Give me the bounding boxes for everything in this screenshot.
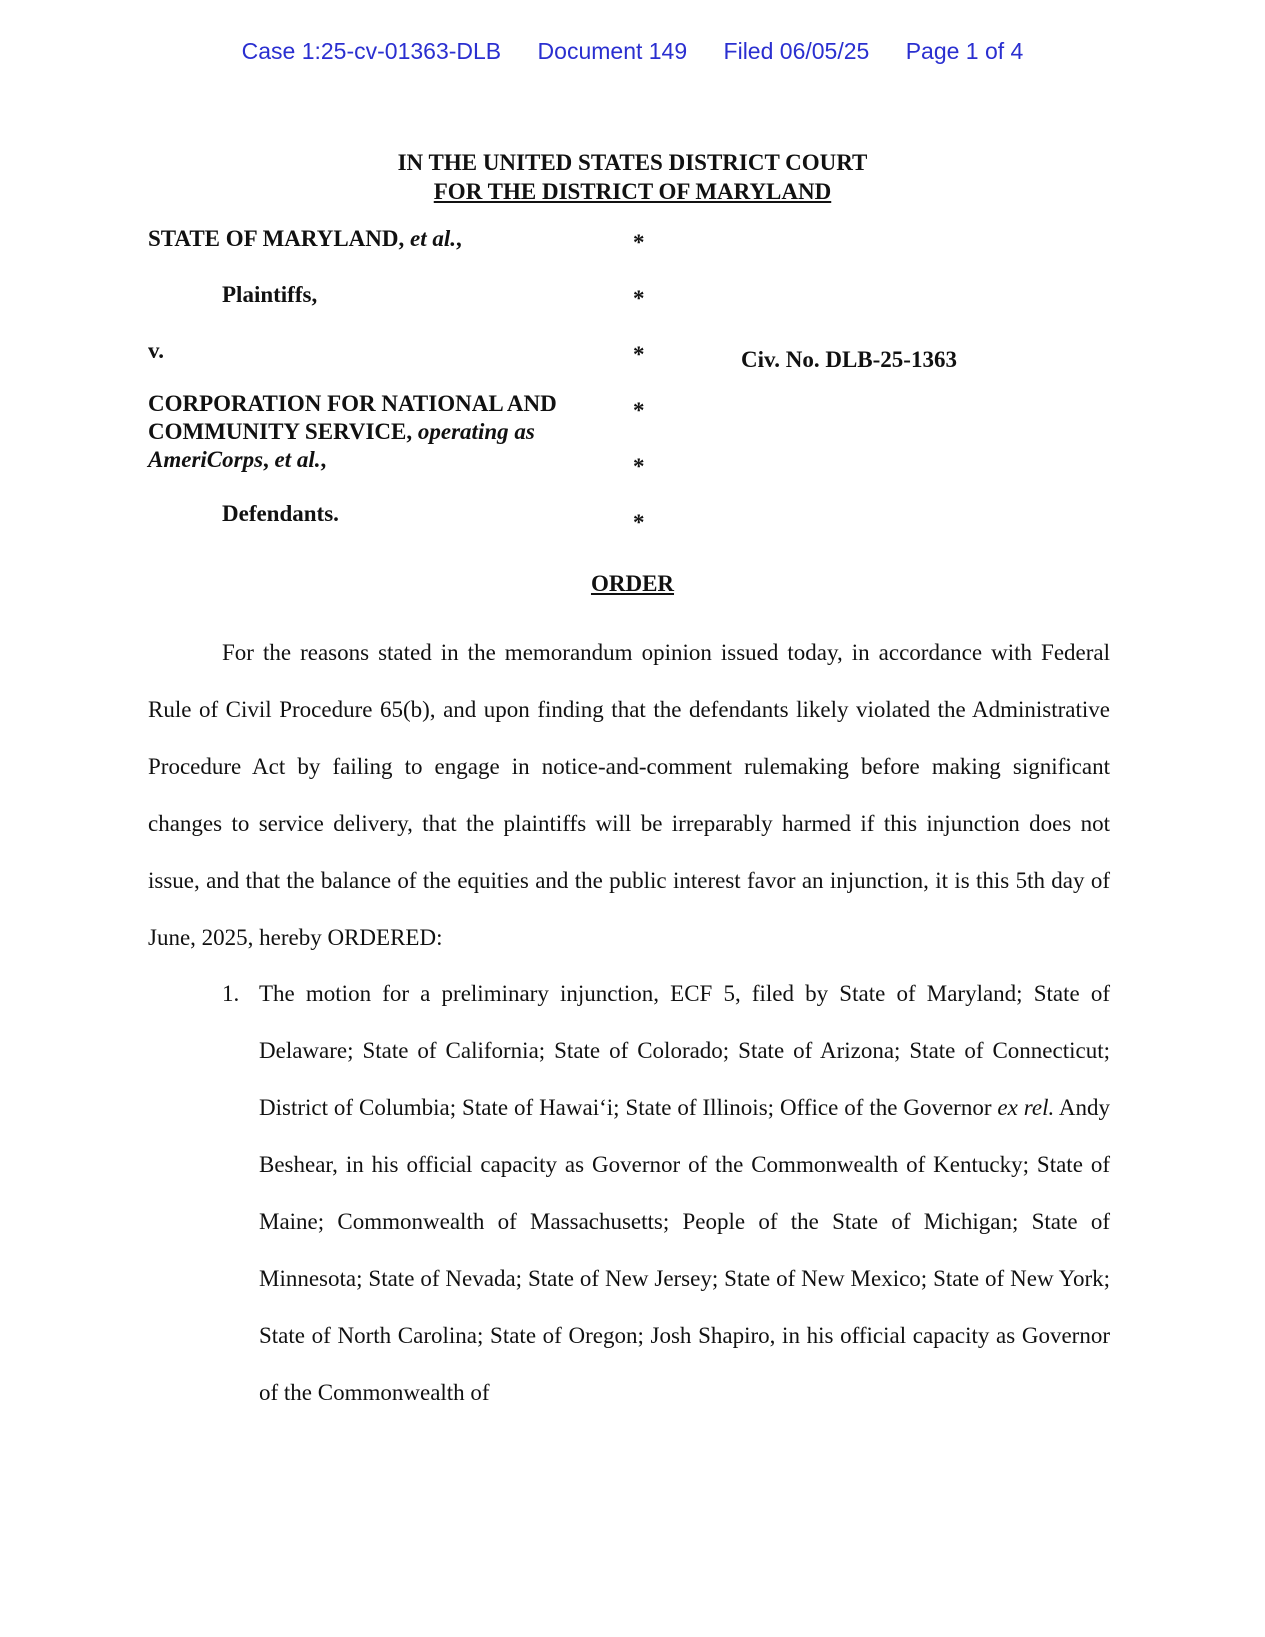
ecf-header: [0, 38, 1265, 65]
defendant-line-3: [148, 446, 557, 474]
list-item-text-b: Andy Beshear, in his official capacity as Governor of the Commonwealth of Kentucky; State of Maine; Commonwealth of Massachusetts; People of the State of Michigan; State of Minnesota; State of Nevada; State of New Jersey; State of New Mexico; State of New York; State of North Carolina; State of Oregon; Josh Shapiro, in his official capacity as Governor of the Commonwealth of: [259, 1095, 1110, 1405]
page-indicator: Page 1 of 4: [905, 38, 1024, 64]
plaintiff-etal: et al.: [410, 226, 456, 251]
case-number: Case 1:25-cv-01363-DLB: [241, 38, 502, 64]
order-body: [148, 624, 1110, 966]
defendants-label: Defendants.: [222, 501, 339, 526]
caption-star: *: [633, 342, 645, 367]
list-item-ex-rel: ex rel.: [997, 1095, 1055, 1120]
versus-label: v.: [148, 338, 164, 363]
defendant-comma-2: ,: [320, 447, 327, 472]
defendant-etal: et al.: [274, 447, 321, 472]
defendant-party: [148, 390, 557, 474]
plaintiff-name: STATE OF MARYLAND,: [148, 226, 405, 251]
caption-star: *: [633, 510, 645, 535]
court-name: IN THE UNITED STATES DISTRICT COURT: [397, 150, 868, 175]
order-title: ORDER: [590, 571, 675, 596]
defendant-line-1: CORPORATION FOR NATIONAL AND: [148, 391, 557, 416]
order-list: [222, 965, 1110, 1421]
list-item-text-a: The motion for a preliminary injunction, ECF 5, filed by State of Maryland; State of Delaware; State of California; State of Colorado; State of Arizona; State of Connecticut; District of Columbia; State of Hawai‘i; State of Illinois; Office of the Governor: [259, 981, 1110, 1120]
caption-star: *: [633, 454, 645, 479]
court-district: FOR THE DISTRICT OF MARYLAND: [433, 179, 832, 204]
court-heading: [0, 148, 1265, 206]
intro-paragraph: For the reasons stated in the memorandum opinion issued today, in accordance with Federal Rule of Civil Procedure 65(b), and upon finding that the defendants likely violated the Administrative Procedure Act by failing to engage in notice-and-comment rulemaking before making significant changes to service delivery, that the plaintiffs will be irreparably harmed if this injunction does not issue, and that the balance of the equities and the public interest favor an injunction, it is this 5th day of June, 2025, hereby ORDERED:: [148, 640, 1110, 950]
plaintiff-party: [148, 225, 462, 253]
caption-star: *: [633, 398, 645, 423]
caption-star: *: [633, 286, 645, 311]
document-number: Document 149: [537, 38, 688, 64]
defendant-line-2: [148, 418, 557, 446]
defendant-name-part: COMMUNITY SERVICE,: [148, 419, 413, 444]
defendant-comma-1: ,: [263, 447, 275, 472]
filed-date: Filed 06/05/25: [723, 38, 870, 64]
list-item-text: [259, 965, 1110, 1421]
caption-star: *: [633, 230, 645, 255]
list-item-number: 1.: [222, 981, 240, 1006]
defendant-americorps: AmeriCorps: [148, 447, 264, 472]
plaintiff-comma: ,: [456, 226, 462, 251]
plaintiffs-label: Plaintiffs,: [222, 282, 318, 307]
defendant-operating-as: operating as: [417, 419, 535, 444]
civil-number: Civ. No. DLB-25-1363: [741, 347, 957, 372]
